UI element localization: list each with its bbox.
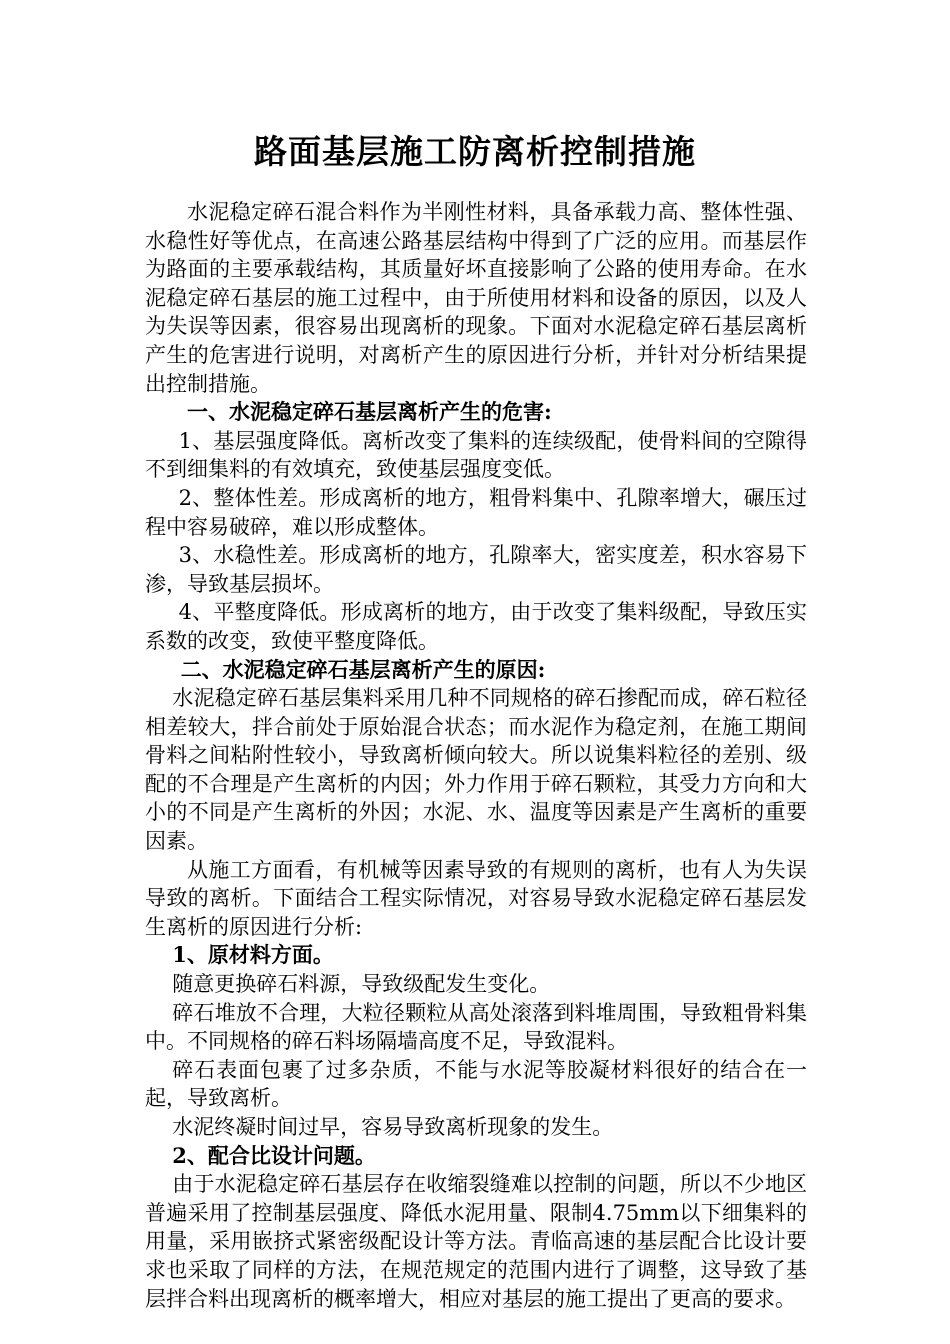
hazard-paragraph-3: 3、水稳性差。形成离析的地方，孔隙率大，密实度差，积水容易下渗，导致基层损坏。: [145, 543, 807, 596]
cause-paragraph-1: 水泥稳定碎石基层集料采用几种不同规格的碎石掺配而成，碎石粒径相差较大，拌合前处于原始混合状态；而水泥作为稳定剂，在施工期间骨料之间粘附性较小，导致离析倾向较大。所以说集料粒径的差别、级配的不合理是产生离析的内因；外力作用于碎石颗粒，其受力方向和大小的不同是产生离析的外因；水泥、水、温度等因素是产生离析的重要因素。: [145, 686, 807, 854]
intro-paragraph: 水泥稳定碎石混合料作为半刚性材料，具备承载力高、整体性强、水稳性好等优点，在高速公路基层结构中得到了广泛的应用。而基层作为路面的主要承载结构，其质量好坏直接影响了公路的使用寿命。在水泥稳定碎石基层的施工过程中，由于所使用材料和设备的原因，以及人为失误等因素，很容易出现离析的现象。下面对水泥稳定碎石基层离析产生的危害进行说明，对离析产生的原因进行分析，并针对分析结果提出控制措施。: [145, 200, 807, 396]
raw-material-paragraph-2: 碎石堆放不合理，大粒径颗粒从高处滚落到料堆周围，导致粗骨料集中。不同规格的碎石料场隔墙高度不足，导致混料。: [145, 1000, 807, 1054]
document-title: 路面基层施工防离析控制措施: [254, 132, 696, 171]
cause-paragraph-2: 从施工方面看，有机械等因素导致的有规则的离析，也有人为失误导致的离析。下面结合工程实际情况，对容易导致水泥稳定碎石基层发生离析的原因进行分析:: [145, 857, 807, 939]
raw-material-paragraph-4: 水泥终凝时间过早，容易导致离析现象的发生。: [172, 1115, 614, 1139]
document-body: [145, 198, 807, 1313]
section-heading-hazards: 一、水泥稳定碎石基层离析产生的危害:: [187, 399, 552, 425]
hazard-paragraph-4: 4、平整度降低。形成离析的地方，由于改变了集料级配，导致压实系数的改变，致使平整度降低。: [145, 600, 807, 653]
raw-material-paragraph-3: 碎石表面包裹了过多杂质，不能与水泥等胶凝材料很好的结合在一起，导致离析。: [145, 1057, 807, 1111]
section-heading-causes: 二、水泥稳定碎石基层离析产生的原因:: [180, 656, 546, 682]
subheading-raw-materials: 1、原材料方面。: [172, 942, 334, 968]
hazard-paragraph-2: 2、整体性差。形成离析的地方，粗骨料集中、孔隙率增大，碾压过程中容易破碎，难以形成整体。: [145, 485, 807, 539]
subheading-mix-design: 2、配合比设计问题。: [172, 1142, 376, 1168]
hazard-paragraph-1: 1、基层强度降低。离析改变了集料的连续级配，使骨料间的空隙得不到细集料的有效填充，致使基层强度变低。: [145, 428, 807, 482]
mix-design-paragraph-1: 由于水泥稳定碎石基层存在收缩裂缝难以控制的问题，所以不少地区普遍采用了控制基层强度、降低水泥用量、限制4.75mm以下细集料的用量，采用嵌挤式紧密级配设计等方法。青临高速的基层配合比设计要求也采取了同样的方法，在规范规定的范围内进行了调整，这导致了基层拌合料出现离析的概率增大，相应对基层的施工提出了更高的要求。: [145, 1172, 807, 1311]
raw-material-paragraph-1: 随意更换碎石料源，导致级配发生变化。: [172, 972, 551, 997]
